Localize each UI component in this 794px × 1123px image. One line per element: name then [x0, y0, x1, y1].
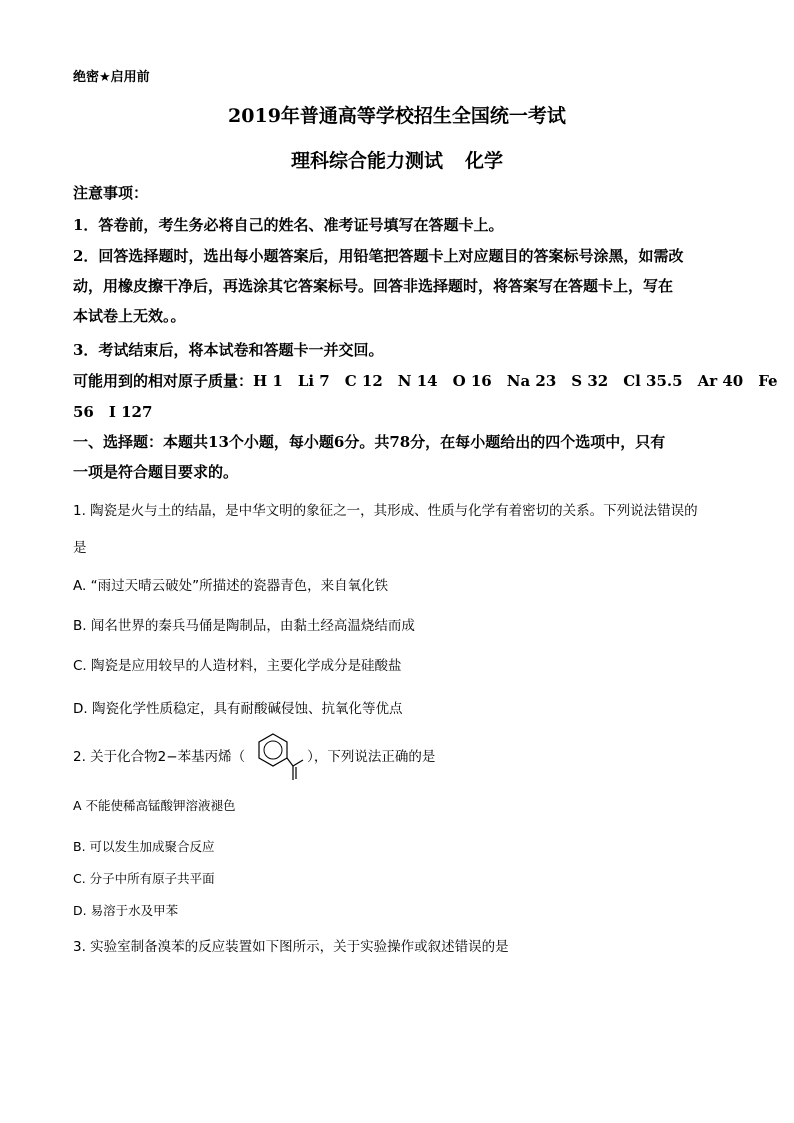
q1-stem-line-1: 1. 陶瓷是火与土的结晶，是中华文明的象征之一，其形成、性质与化学有着密切的关系。下列说法错误的 [73, 503, 698, 519]
q1-option-c: C. 陶瓷是应用较早的人造材料，主要化学成分是硅酸盐 [73, 658, 402, 674]
section-heading-line-1: 一、选择题：本题共13个小题，每小题6分。共78分，在每小题给出的四个选项中，只有 [73, 433, 666, 451]
q2-option-b: B. 可以发生加成聚合反应 [73, 839, 215, 854]
2-phenylpropene-structure-icon [245, 732, 307, 782]
q2-stem [73, 731, 435, 783]
subtitle-subject: 化学 [465, 150, 504, 172]
note-item-2-line-1: 2．回答选择题时，选出每小题答案后，用铅笔把答题卡上对应题目的答案标号涂黑，如需改 [73, 247, 684, 265]
q3-stem: 3. 实验室制备溴苯的反应装置如下图所示，关于实验操作或叙述错误的是 [73, 939, 509, 955]
q2-stem-prefix: 2. 关于化合物2−苯基丙烯（ [73, 749, 246, 765]
subtitle-subject-group: 理科综合能力测试 [290, 150, 443, 172]
notes-heading: 注意事项： [73, 184, 149, 202]
q1-stem-line-2: 是 [73, 540, 87, 556]
atomic-masses-line-2: 56 I 127 [73, 403, 153, 421]
exam-title: 2019年普通高等学校招生全国统一考试 [228, 105, 566, 127]
note-item-2-line-3: 本试卷上无效。。 [73, 307, 186, 325]
q1-option-b: B. 闻名世界的秦兵马俑是陶制品，由黏土经高温烧结而成 [73, 618, 415, 634]
note-item-1: 1．答卷前，考生务必将自己的姓名、准考证号填写在答题卡上。 [73, 216, 504, 234]
q2-option-a: A 不能使稀高锰酸钾溶液褪色 [73, 798, 236, 813]
q2-option-c: C. 分子中所有原子共平面 [73, 871, 215, 886]
q1-option-a: A. “雨过天晴云破处”所描述的瓷器青色，来自氧化铁 [73, 578, 389, 594]
q2-stem-suffix: ），下列说法正确的是 [307, 749, 436, 765]
atomic-masses-line-1: 可能用到的相对原子质量：H 1 Li 7 C 12 N 14 O 16 Na 23 S 32 Cl 35.5 Ar 40 Fe [73, 372, 778, 390]
exam-subtitle [0, 146, 794, 173]
q1-option-d: D. 陶瓷化学性质稳定，具有耐酸碱侵蚀、抗氧化等优点 [73, 701, 403, 717]
note-item-2-line-2: 动，用橡皮擦干净后，再选涂其它答案标号。回答非选择题时，将答案写在答题卡上，写在 [73, 277, 674, 295]
confidential-label: 绝密★启用前 [73, 70, 150, 85]
q2-option-d: D. 易溶于水及甲苯 [73, 903, 179, 918]
note-item-3: 3．考试结束后，将本试卷和答题卡一并交回。 [73, 341, 384, 359]
section-heading-line-2: 一项是符合题目要求的。 [73, 463, 239, 481]
